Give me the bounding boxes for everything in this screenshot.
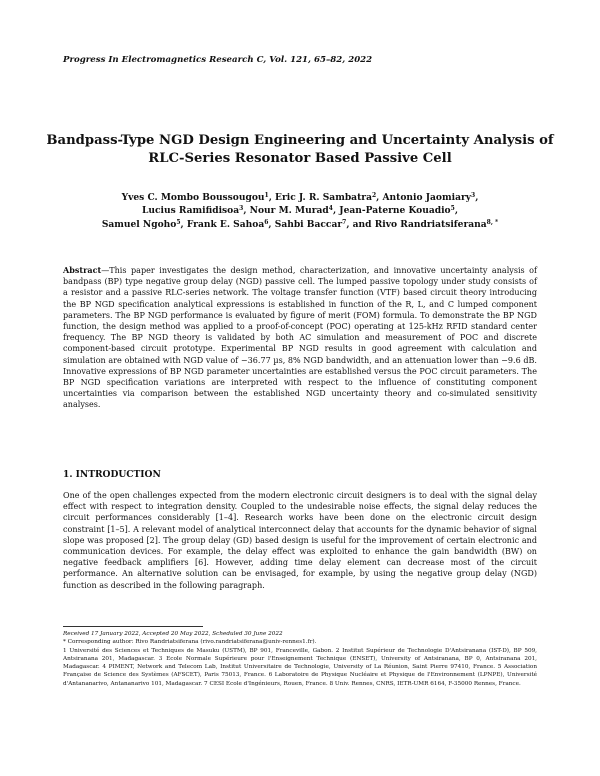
abstract-text: —This paper investigates the design method, characterization, and innovative uncertainty analysis of bandpass (BP) type negative group delay (NGD) passive cell. The lumped passive topology under study consists of a resistor and a passive RLC-series network. The voltage transfer function (VTF) based circuit theory introducing the BP NGD specification analytical expressions is established in function of the R, L, and C lumped component parameters. The BP NGD performance is evaluated by figure of merit (FOM) formula. To demonstrate the BP NGD function, the design method was applied to a proof-of-concept (POC) operating at 125-kHz RFID standard center frequency. The BP NGD theory is validated by both AC simulation and measurement of POC and discrete component-based circuit prototype. Experimental BP NGD results in good agreement with calculation and simulation are obtained with NGD value of −36.77 µs, 8% NGD bandwidth, and an attenuation lower than −9.6 dB. Innovative expressions of BP NGD parameter uncertainties are established versus the POC circuit parameters. The BP NGD specification variations are interpreted with respect to the influence of constituting component uncertainties via comparison between the established NGD uncertainty theory and co-simulated sensitivity analyses.: [63, 266, 537, 410]
author: Jean-Paterne Kouadio$^5$,: [339, 205, 458, 217]
journal-header: Progress In Electromagnetics Research C, Vol. 121, 65–82, 2022: [63, 55, 373, 65]
section-heading: 1. INTRODUCTION: [63, 469, 161, 480]
author: Eric J. R. Sambatra$^2$,: [275, 192, 383, 203]
author: Rivo Randriatsiferana$^{8, *}$: [374, 218, 499, 230]
paper-title: Bandpass-Type NGD Design Engineering and Uncertainty Analysis of RLC-Series Resonator Based Passive Cell: [46, 133, 554, 166]
abstract-label: Abstract: [63, 265, 102, 275]
author: Antonio Jaomiary$^3$,: [382, 192, 479, 203]
footnote-rule: [63, 626, 203, 627]
author: Yves C. Mombo Boussougou$^1$,: [121, 192, 276, 203]
author: Lucius Ramifidisoa$^3$,: [142, 205, 250, 217]
author: Frank E. Sahoa$^6$,: [186, 218, 275, 230]
received-dates: Received 17 January 2022, Accepted 20 May 2022, Scheduled 30 June 2022: [63, 631, 283, 637]
author: Sahbi Baccar$^7$, and: [274, 218, 375, 230]
footnotes: [63, 630, 537, 688]
abstract: [63, 265, 537, 411]
corresponding-author: * Corresponding author: Rivo Randriatsiferana (rivo.randriatsiferana@univ-rennes1.fr).: [63, 639, 317, 646]
author: Samuel Ngoho$^5$,: [101, 218, 187, 230]
introduction-paragraph: One of the open challenges expected from the modern electronic circuit designers is to deal with the signal delay effect with respect to integration density. Coupled to the undesirable noise effects, the signal delay reduces the circuit performances considerably [1–4]. Research works have been done on the electronic circuit design constraint [1–5]. A relevant model of analytical interconnect delay that accounts for the dynamic behavior of signal slope was proposed [2]. The group delay (GD) based design is useful for the improvement of certain electronic and communication devices. For example, the delay effect was exploited to enhance the gain bandwidth (BW) on negative feedback amplifiers [6]. However, adding time delay element can decrease most of the circuit performance. An alternative solution can be envisaged, for example, by using the negative group delay (NGD) function as described in the following paragraph.: [63, 491, 537, 590]
affiliations: 1 Université des Sciences et Techniques de Masuku (USTM), BP 901, Franceville, Gabon. 2 Institut Supérieur de Technologie D'Antsiranana (IST-D), BP 509, Antsiranana 201, Madagascar. 3 Ecole Normale Supérieure pour l'Enseignement Technique (ENSET), University of Antsiranana, BP 0, Antsiranana 201, Madagascar. 4 PIMENT, Network and Telecom Lab, Institut Universitaire de Technologie, University of La Réunion, Saint Pierre 97410, France. 5 Association Française de Science des Systèmes (AFSCET), Paris 75013, France. 6 Laboratoire de Physique Nucléaire et Physique de l'Environnement (LPNPE), Université d'Antananarivo, Antananarivo 101, Madagascar. 7 CESI Ecole d'Ingénieurs, Rouen, France. 8 Univ. Rennes, CNRS, IETR-UMR 6164, F-35000 Rennes, France.: [63, 647, 537, 687]
author: Nour M. Murad$^4$,: [249, 205, 340, 217]
author-list: [60, 191, 540, 231]
